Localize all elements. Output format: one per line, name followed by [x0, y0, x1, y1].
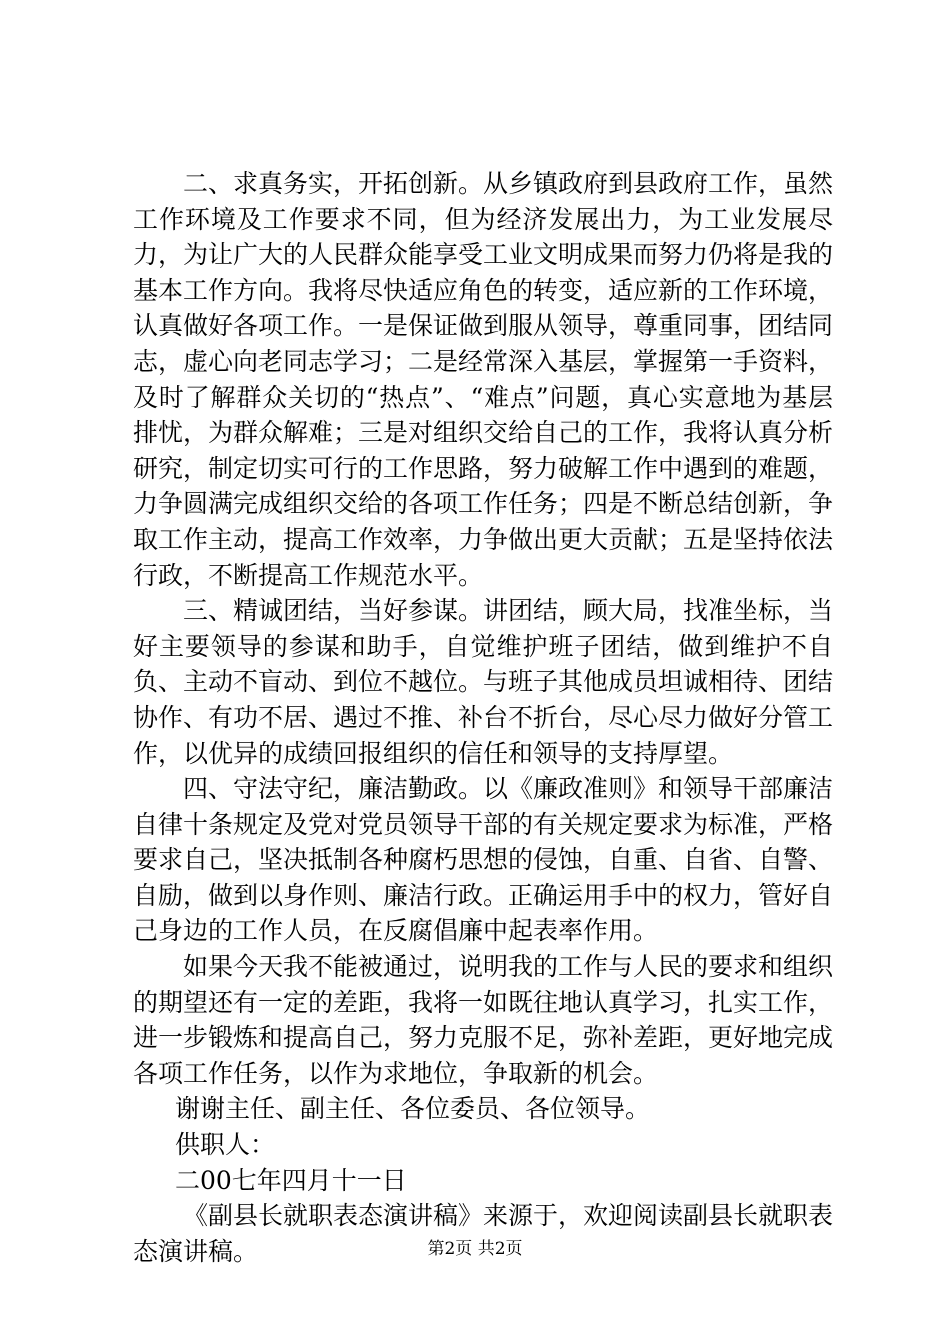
paragraph-conclusion: 如果今天我不能被通过，说明我的工作与人民的要求和组织的期望还有一定的差距，我将一如既往地认真学习，扎实工作，进一步锻炼和提高自己，努力克服不足，弥补差距，更好地完成各项工作任务，以作为求地位，争取新的机会。 [133, 952, 834, 1088]
paragraph-section-three: 三、精诚团结，当好参谋。讲团结，顾大局，找准坐标，当好主要领导的参谋和助手，自觉维护班子团结，做到维护不自负、主动不盲动、到位不越位。与班子其他成员坦诚相待、团结协作、有功不居、遇过不推、补台不折台，尽心尽力做好分管工作，以优异的成绩回报组织的信任和领导的支持厚望。 [133, 596, 834, 768]
source-note: 《副县长就职表态演讲稿》来源于，欢迎阅读副县长就职表态演讲稿。 [133, 1201, 834, 1266]
date-line: 二00七年四月十一日 [175, 1165, 407, 1195]
paragraph-section-two: 二、求真务实，开拓创新。从乡镇政府到县政府工作，虽然工作环境及工作要求不同，但为经济发展出力，为工业发展尽力，为让广大的人民群众能享受工业文明成果而努力仍将是我的基本工作方向。我将尽快适应角色的转变，适应新的工作环境，认真做好各项工作。一是保证做到服从领导，尊重同事，团结同志，虚心向老同志学习；二是经常深入基层，掌握第一手资料，及时了解群众关切的“热点”、“难点”问题，真心实意地为基层排忧，为群众解难；三是对组织交给自己的工作，我将认真分析研究，制定切实可行的工作思路，努力破解工作中遇到的难题，力争圆满完成组织交给的各项工作任务；四是不断总结创新，争取工作主动，提高工作效率，力争做出更大贡献；五是坚持依法行政，不断提高工作规范水平。 [133, 169, 834, 590]
paragraph-section-four: 四、守法守纪，廉洁勤政。以《廉政准则》和领导干部廉洁自律十条规定及党对党员领导干部的有关规定要求为标准，严格要求自己，坚决抵制各种腐朽思想的侵蚀，自重、自省、自警、自励，做到以身作则、廉洁行政。正确运用手中的权力，管好自己身边的工作人员，在反腐倡廉中起表率作用。 [133, 774, 834, 946]
document-body [133, 166, 833, 1269]
thanks-line: 谢谢主任、副主任、各位委员、各位领导。 [175, 1094, 651, 1124]
speaker-label: 供职人： [175, 1130, 276, 1160]
page-number-footer: 第2页 共2页 [427, 1239, 523, 1259]
